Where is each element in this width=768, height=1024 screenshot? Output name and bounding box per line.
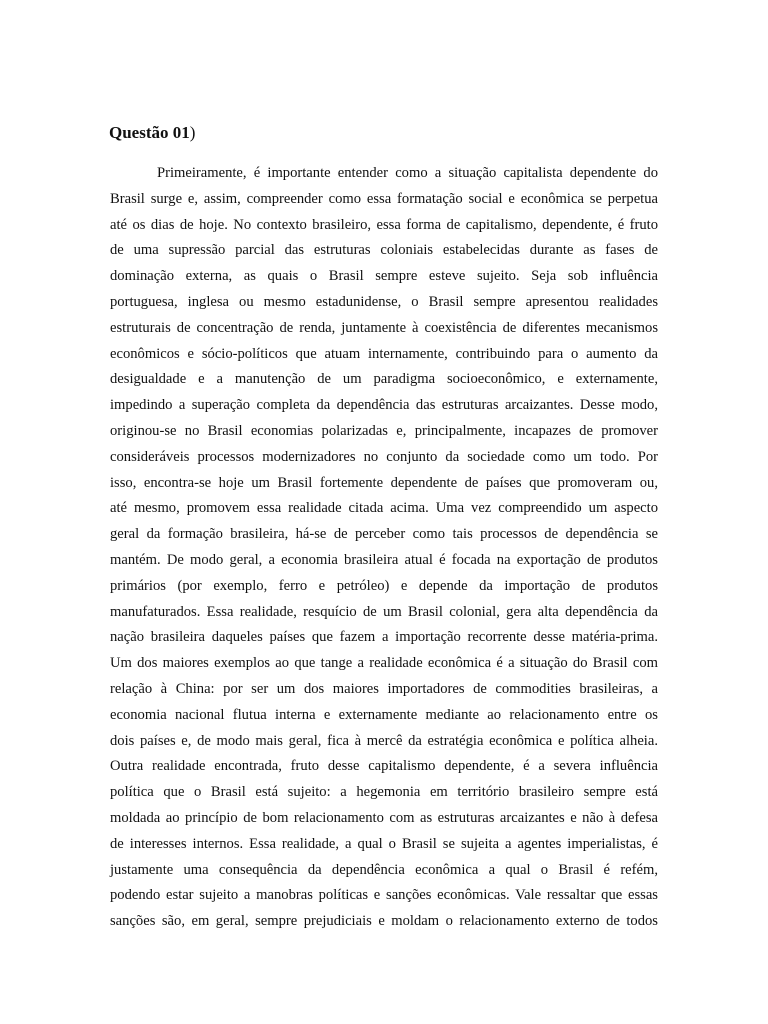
- paragraph-line: economia nacional flutua interna e externamente mediante ao relacionamento entre os: [110, 706, 658, 723]
- paragraph-line: isso, encontra-se hoje um Brasil fortemente dependente de países que promoveram ou,: [110, 474, 658, 491]
- paragraph-line: manufaturados. Essa realidade, resquício de um Brasil colonial, gera alta dependência da: [110, 603, 658, 620]
- question-heading-label: Questão 01: [109, 123, 190, 142]
- paragraph-line: primários (por exemplo, ferro e petróleo) e depende da importação de produtos: [110, 577, 658, 594]
- paragraph-line: Um dos maiores exemplos ao que tange a realidade econômica é a situação do Brasil com: [110, 655, 658, 672]
- paragraph-line: econômicos e sócio-políticos que atuam internamente, contribuindo para o aumento da: [110, 345, 658, 362]
- paragraph-line: até os dias de hoje. No contexto brasileiro, essa forma de capitalismo, dependente, é fruto: [110, 216, 658, 233]
- paragraph-line: consideráveis processos modernizadores no conjunto da sociedade como um todo. Por: [110, 448, 658, 465]
- paragraph-line: moldada ao princípio de bom relacionamento com as estruturas arcaizantes e não à defesa: [110, 809, 658, 826]
- paragraph-line: dominação externa, as quais o Brasil sempre esteve sujeito. Seja sob influência: [110, 268, 658, 285]
- paragraph-line: Brasil surge e, assim, compreender como essa formatação social e econômica se perpetua: [110, 190, 658, 207]
- paragraph-line: sanções são, em geral, sempre prejudiciais e moldam o relacionamento externo de todos: [110, 913, 658, 930]
- paragraph-line: impedindo a superação completa da dependência das estruturas arcaizantes. Desse modo,: [110, 397, 658, 414]
- paragraph-line: relação à China: por ser um dos maiores importadores de commodities brasileiras, a: [110, 680, 658, 697]
- paragraph-line: Outra realidade encontrada, fruto desse capitalismo dependente, é a severa influência: [110, 758, 658, 775]
- paragraph-line: de interesses internos. Essa realidade, a qual o Brasil se sujeita a agentes imperialistas, é: [110, 835, 658, 852]
- paragraph-line: originou-se no Brasil economias polarizadas e, principalmente, incapazes de promover: [110, 422, 658, 439]
- paragraph-line: mantém. De modo geral, a economia brasileira atual é focada na exportação de produtos: [110, 551, 658, 568]
- paragraph-line: política que o Brasil está sujeito: a hegemonia em território brasileiro sempre está: [110, 784, 658, 801]
- paragraph-line: geral da formação brasileira, há-se de perceber como tais processos de dependência se: [110, 526, 658, 543]
- paragraph-line: até mesmo, promovem essa realidade citada acima. Uma vez compreendido um aspecto: [110, 500, 658, 517]
- paragraph-line: estruturais de concentração de renda, juntamente à coexistência de diferentes mecanismos: [110, 319, 658, 336]
- paragraph-line: de uma supressão parcial das estruturas coloniais estabelecidas durante as fases de: [110, 242, 658, 259]
- question-heading-paren: ): [189, 123, 196, 142]
- paragraph-line: justamente uma consequência da dependência econômica a qual o Brasil é refém,: [110, 861, 658, 878]
- paragraph-line: podendo estar sujeito a manobras políticas e sanções econômicas. Vale ressaltar que essas: [110, 887, 658, 904]
- question-heading: [109, 122, 195, 144]
- paragraph-line: desigualdade e a manutenção de um paradigma socioeconômico, e externamente,: [110, 371, 658, 388]
- paragraph-line: nação brasileira daqueles países que fazem a importação recorrente desse matéria-prima.: [110, 629, 658, 646]
- paragraph-line: portuguesa, inglesa ou mesmo estadunidense, o Brasil sempre apresentou realidades: [110, 293, 658, 310]
- paragraph-line: dois países e, de modo mais geral, fica à mercê da estratégia econômica e política alheia.: [110, 732, 658, 749]
- paragraph-line: Primeiramente, é importante entender como a situação capitalista dependente do: [157, 165, 658, 181]
- answer-paragraph: [110, 161, 658, 935]
